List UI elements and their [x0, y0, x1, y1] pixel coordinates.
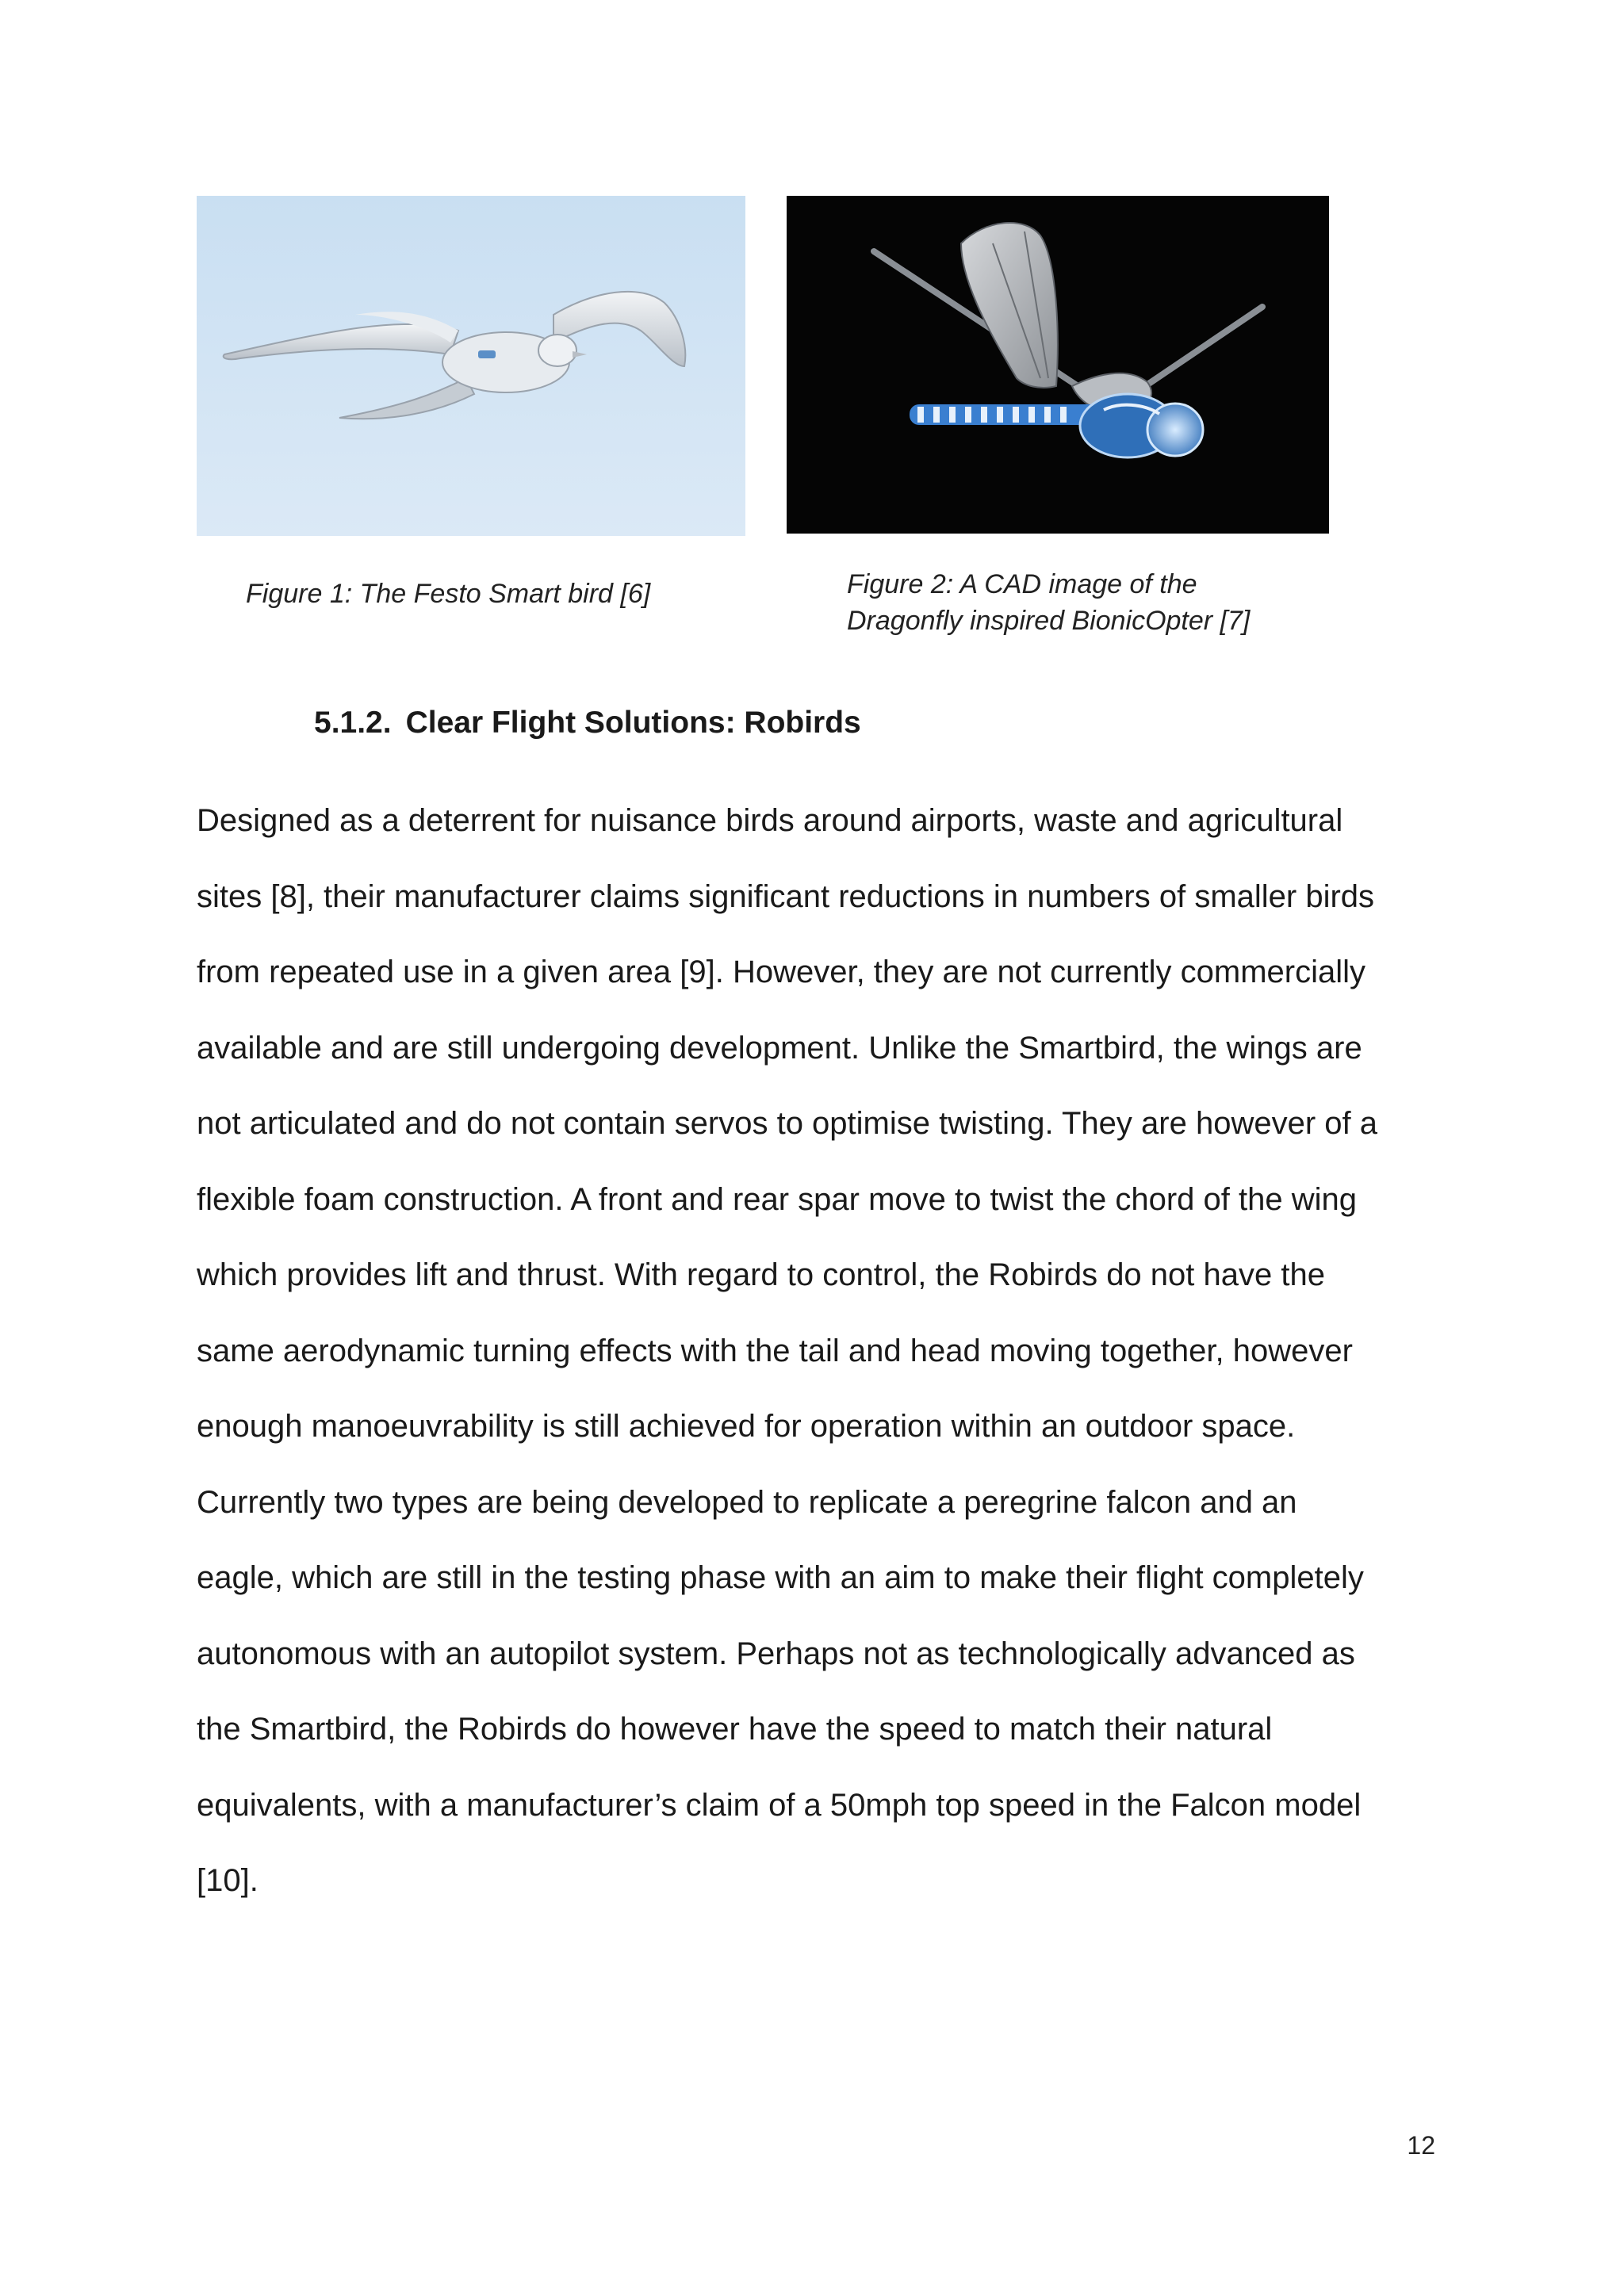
section-number: 5.1.2.	[314, 706, 392, 740]
paragraph-line: from repeated use in a given area [9]. However, they are not currently commercially	[197, 955, 1366, 989]
paragraph-line: sites [8], their manufacturer claims significant reductions in numbers of smaller birds	[197, 878, 1375, 914]
paragraph-line: eagle, which are still in the testing phase with an aim to make their flight completely	[197, 1560, 1364, 1595]
figure-1-smartbird-image	[197, 196, 745, 536]
paragraph-line: the Smartbird, the Robirds do however have the speed to match their natural	[197, 1712, 1273, 1747]
figure-1-caption	[246, 576, 722, 612]
figure-2-caption-line: Figure 2: A CAD image of the	[847, 569, 1197, 599]
paragraph-line: [10].	[197, 1863, 259, 1898]
paragraph-line: not articulated and do not contain servos to optimise twisting. They are however of a	[197, 1106, 1377, 1141]
body-paragraph	[197, 797, 1434, 1933]
figure-1-caption-text: Figure 1: The Festo Smart bird [6]	[246, 579, 651, 609]
figure-2-bionicopter-image	[787, 196, 1329, 534]
paragraph-line: flexible foam construction. A front and rear spar move to twist the chord of the wing	[197, 1181, 1357, 1217]
paragraph-line: Currently two types are being developed to replicate a peregrine falcon and an	[197, 1484, 1297, 1520]
section-heading	[314, 701, 861, 745]
figure-2-caption	[847, 566, 1354, 639]
section-title: Clear Flight Solutions: Robirds	[405, 706, 861, 740]
paragraph-line: which provides lift and thrust. With regard to control, the Robirds do not have the	[197, 1257, 1325, 1292]
figure-2-caption-line: Dragonfly inspired BionicOpter [7]	[847, 606, 1251, 636]
page-number: 12	[1407, 2131, 1435, 2160]
paragraph-line: autonomous with an autopilot system. Perhaps not as technologically advanced as	[197, 1636, 1355, 1671]
paragraph-line: equivalents, with a manufacturer’s claim of a 50mph top speed in the Falcon model	[197, 1787, 1362, 1823]
paragraph-line: Designed as a deterrent for nuisance birds around airports, waste and agricultural	[197, 803, 1343, 838]
paragraph-line: available and are still undergoing development. Unlike the Smartbird, the wings are	[197, 1030, 1362, 1066]
paragraph-line: same aerodynamic turning effects with the tail and head moving together, however	[197, 1333, 1353, 1368]
paragraph-line: enough manoeuvrability is still achieved for operation within an outdoor space.	[197, 1409, 1296, 1444]
